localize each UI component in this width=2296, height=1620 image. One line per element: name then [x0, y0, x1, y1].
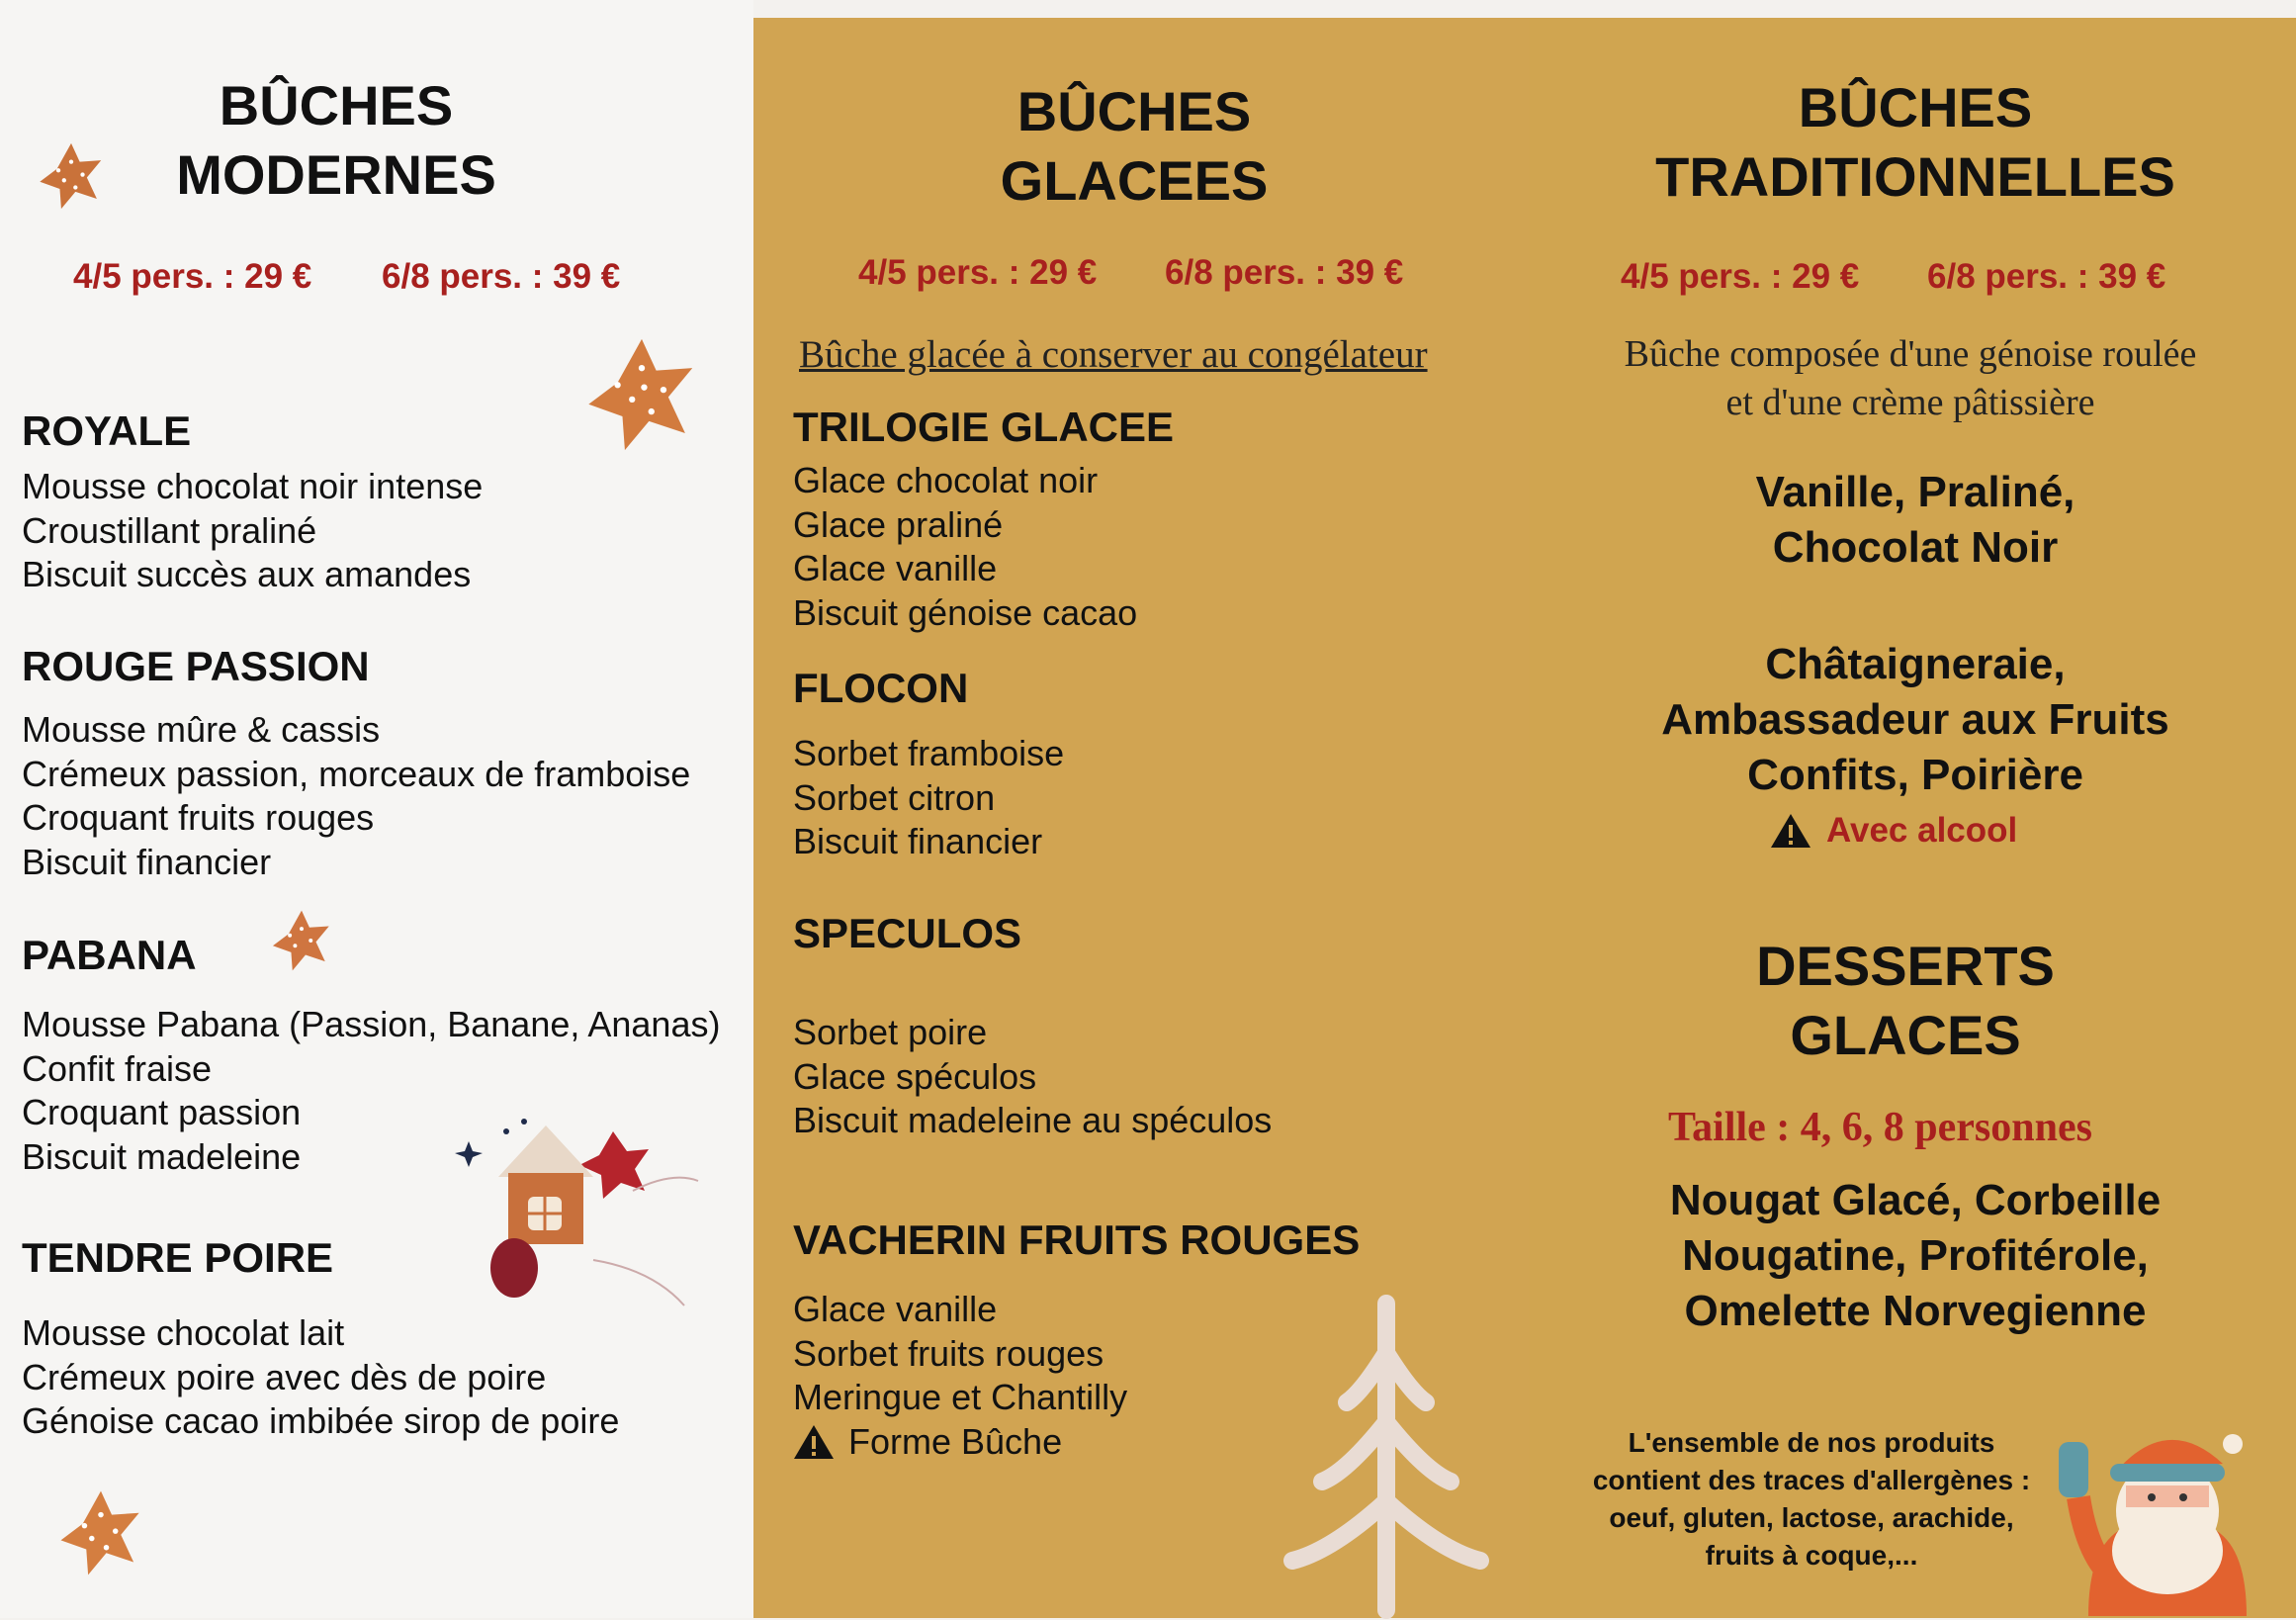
star-cookie-icon	[55, 1484, 146, 1582]
traditionnelles-price-small: 4/5 pers. : 29 €	[1621, 257, 1860, 296]
item-name: ROUGE PASSION	[22, 643, 370, 689]
traditionnelles-price-large: 6/8 pers. : 39 €	[1927, 257, 2166, 296]
modernes-price-large: 6/8 pers. : 39 €	[382, 257, 621, 296]
item-name: PABANA	[22, 932, 197, 978]
warning-icon	[793, 1424, 835, 1460]
item-lines: Sorbet framboise Sorbet citron Biscuit financier	[793, 733, 1065, 861]
item-name: SPECULOS	[793, 910, 1022, 956]
warning-label: Forme Bûche	[848, 1420, 1063, 1462]
star-cookie-icon	[36, 140, 107, 212]
santa-icon	[2049, 1402, 2266, 1616]
item-name: FLOCON	[793, 665, 969, 711]
item-name: VACHERIN FRUITS ROUGES	[793, 1216, 1361, 1263]
pine-tree-icon	[1253, 1284, 1520, 1620]
traditionnelles-flavors: Vanille, Praliné, Chocolat Noir	[1755, 468, 2075, 572]
item-lines: Glace vanille Sorbet fruits rouges Meringue et Chantilly Forme Bûche	[793, 1288, 1127, 1464]
desserts-size: Taille : 4, 6, 8 personnes	[1668, 1105, 2092, 1150]
desserts-title: DESSERTS GLACES	[1756, 935, 2055, 1066]
item-lines: Sorbet poire Glace spéculos Biscuit madeleine au spéculos	[793, 1012, 1273, 1140]
traditionnelles-description: Bûche composée d'une génoise roulée et d'une crème pâtissière	[1624, 333, 2197, 423]
modernes-title: BÛCHES MODERNES	[176, 74, 496, 206]
item-lines: Mousse chocolat lait Crémeux poire avec dès de poire Génoise cacao imbibée sirop de poire	[22, 1312, 620, 1441]
star-cookie-icon	[269, 904, 334, 977]
item-lines: Glace chocolat noir Glace praliné Glace vanille Biscuit génoise cacao	[793, 460, 1138, 633]
glacees-note: Bûche glacée à conserver au congélateur	[799, 333, 1428, 376]
traditionnelles-title: BÛCHES TRADITIONNELLES	[1655, 76, 2175, 208]
traditionnelles-flavors-alcohol: Châtaigneraie, Ambassadeur aux Fruits Confits, Poirière	[1661, 640, 2169, 799]
panel-traditionnelles	[1530, 18, 2296, 1618]
item-name: ROYALE	[22, 407, 192, 454]
desserts-items: Nougat Glacé, Corbeille Nougatine, Profitérole, Omelette Norvegienne	[1669, 1176, 2162, 1335]
allergens-note: L'ensemble de nos produits contient des traces d'allergènes : oeuf, gluten, lactose, arachide, fruits à coque,...	[1592, 1427, 2031, 1571]
glacees-title: BÛCHES GLACEES	[1000, 80, 1269, 212]
star-cookie-icon	[581, 334, 702, 455]
alcohol-warning	[1769, 811, 2017, 851]
panel-modernes	[0, 0, 753, 1618]
glacees-price-large: 6/8 pers. : 39 €	[1165, 253, 1404, 292]
item-lines: Mousse mûre & cassis Crémeux passion, morceaux de framboise Croquant fruits rouges Biscuit financier	[22, 709, 691, 882]
modernes-price-small: 4/5 pers. : 29 €	[73, 257, 312, 296]
item-lines: Mousse Pabana (Passion, Banane, Ananas) Confit fraise Croquant passion Biscuit madeleine	[22, 1004, 721, 1177]
item-name: TENDRE POIRE	[22, 1234, 334, 1281]
alcohol-warning-label: Avec alcool	[1826, 811, 2018, 850]
panel-glacees	[753, 18, 1530, 1618]
item-lines: Mousse chocolat noir intense Croustillant praliné Biscuit succès aux amandes	[22, 466, 484, 594]
item-name: TRILOGIE GLACEE	[793, 404, 1175, 450]
glacees-price-small: 4/5 pers. : 29 €	[858, 253, 1098, 292]
warning-icon	[1769, 813, 1812, 849]
gingerbread-house-icon	[455, 1112, 712, 1309]
